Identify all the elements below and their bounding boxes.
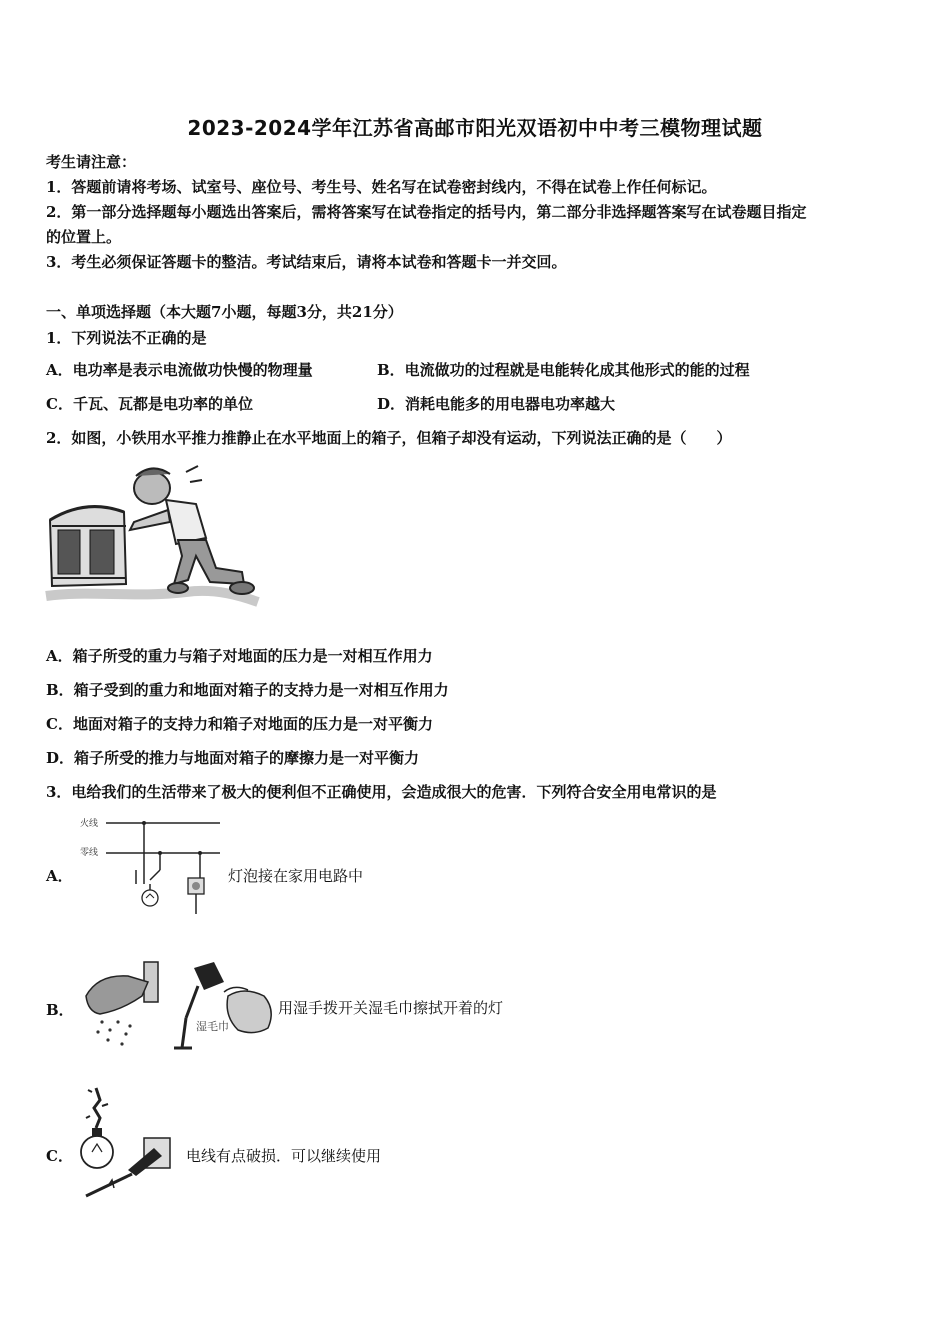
notice-item: 3．考生必须保证答题卡的整洁。考试结束后，请将本试卷和答题卡一并交回。 (46, 253, 567, 271)
q2-option-b: B．箱子受到的重力和地面对箱子的支持力是一对相互作用力 (46, 681, 449, 699)
towel-label: 湿毛巾 (196, 1020, 229, 1033)
wet-hand-icon (86, 962, 158, 1046)
q3-option-b-text: 用湿手拨开关湿毛巾擦拭开着的灯 (278, 999, 504, 1017)
question-3-stem: 3．电给我们的生活带来了极大的便利但不正确使用，会造成很大的危害．下列符合安全用电常识的是 (46, 783, 717, 801)
q1-option-d: D．消耗电能多的用电器电功率越大 (377, 395, 616, 413)
boy-icon (130, 466, 254, 594)
question-2-stem: 2．如图，小铁用水平推力推静止在水平地面上的箱子，但箱子却没有运动，下列说法正确的是（ ） (46, 429, 732, 447)
q3-option-c-letter: C． (46, 1147, 73, 1165)
q3-option-c-text: 电线有点破损．可以继续使用 (186, 1147, 382, 1165)
notice-item: 2．第一部分选择题每小题选出答案后，需将答案写在试卷指定的括号内，第二部分非选择题答案写在试卷题目指定 (46, 203, 807, 221)
notice-item: 的位置上。 (46, 228, 122, 246)
lightbulb-icon (81, 1128, 113, 1168)
live-wire-label: 火线 (80, 819, 99, 829)
notice-item: 1．答题前请将考场、试室号、座位号、考生号、姓名写在试卷密封线内，不得在试卷上作任何标记。 (46, 178, 717, 196)
notice-heading: 考生请注意： (46, 153, 137, 171)
q3-option-b-letter: B． (46, 1001, 74, 1019)
towel-hand-icon (224, 987, 271, 1032)
lightbulb-icon (142, 884, 158, 906)
desk-lamp-icon (174, 962, 224, 1048)
section-heading: 一、单项选择题（本大题7小题，每题3分，共21分） (46, 303, 403, 321)
wet-hand-switch-illustration (78, 956, 276, 1052)
damaged-wire-illustration (78, 1082, 178, 1198)
household-circuit-diagram (76, 812, 222, 918)
socket-switch-icon (188, 878, 204, 914)
q2-option-d: D．箱子所受的推力与地面对箱子的摩擦力是一对平衡力 (46, 749, 420, 767)
q2-option-a: A．箱子所受的重力与箱子对地面的压力是一对相互作用力 (46, 647, 433, 665)
q1-option-b: B．电流做功的过程就是电能转化成其他形式的能的过程 (377, 361, 750, 379)
neutral-wire-label: 零线 (80, 848, 99, 858)
boy-pushing-box-illustration (46, 460, 260, 608)
question-1-stem: 1．下列说法不正确的是 (46, 329, 207, 347)
q2-option-c: C．地面对箱子的支持力和箱子对地面的压力是一对平衡力 (46, 715, 433, 733)
q1-option-c: C．千瓦、瓦都是电功率的单位 (46, 395, 253, 413)
chest-icon (50, 507, 126, 586)
q1-option-a: A．电功率是表示电流做功快慢的物理量 (46, 361, 313, 379)
page-title: 2023-2024学年江苏省高邮市阳光双语初中中考三模物理试题 (187, 116, 763, 140)
q3-option-a-text: 灯泡接在家用电路中 (228, 867, 364, 885)
q3-option-a-letter: A． (46, 867, 73, 885)
